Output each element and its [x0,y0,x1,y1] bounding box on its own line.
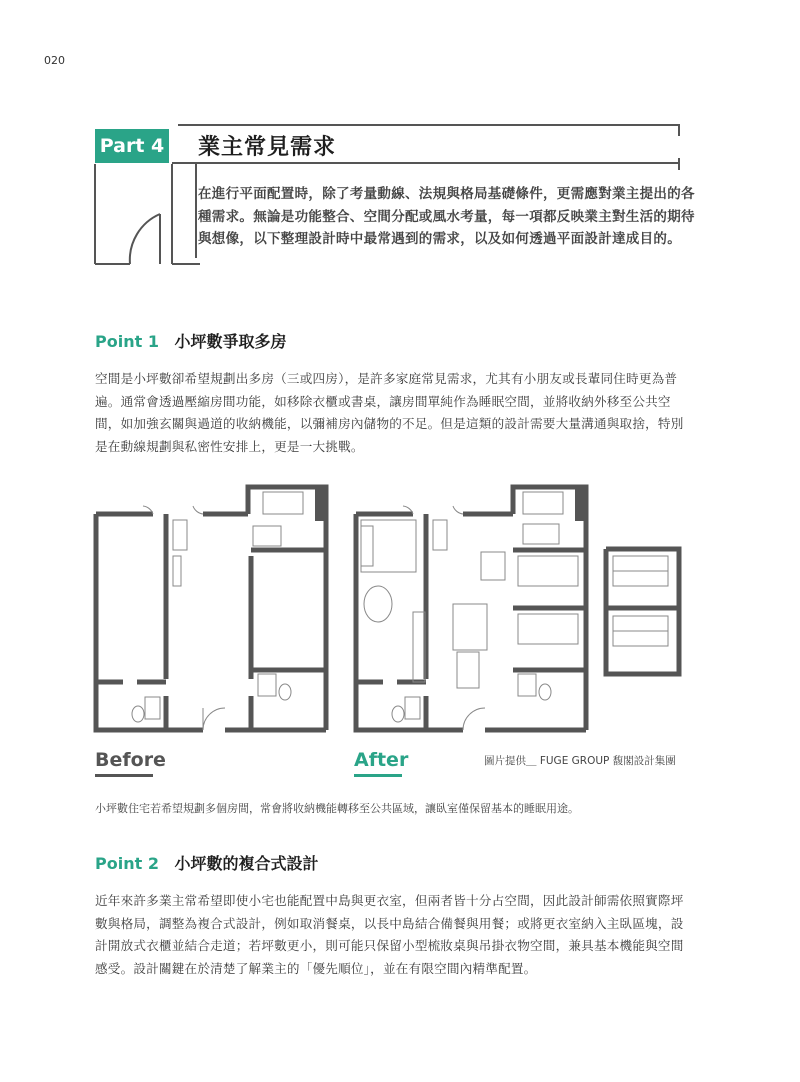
before-label: Before [95,749,166,771]
point1-title: 小坪數爭取多房 [174,332,287,351]
point1-heading [95,329,287,352]
point2-label: Point 2 [95,854,159,873]
figure-caption: 小坪數住宅若希望規劃多個房間，常會將收納機能轉移至公共區域，讓臥室僅保留基本的睡眠用途。 [95,802,579,815]
point1-body: 空間是小坪數卻希望規劃出多房（三或四房），是許多家庭常見需求，尤其有小朋友或長輩同住時更為普遍。通常會透過壓縮房間功能，如移除衣櫃或書桌，讓房間單純作為睡眠空間，並將收納外移至公共空間，如加強玄關與過道的收納機能，以彌補房內儲物的不足。但是這類的設計需要大量溝通與取捨，特別是在動線規劃與私密性安排上，更是一大挑戰。 [95,371,684,454]
point2-heading [95,851,319,874]
after-label: After [354,749,409,771]
after-underline [354,774,402,777]
part-title: 業主常見需求 [198,135,337,160]
part-badge: Part 4 [95,129,169,163]
point2-title: 小坪數的複合式設計 [174,854,319,873]
point2-body: 近年來許多業主常希望即使小宅也能配置中島與更衣室，但兩者皆十分占空間，因此設計師需依照實際坪數與格局，調整為複合式設計，例如取消餐桌，以長中島結合備餐與用餐；或將更衣室納入主臥區塊，設計開放式衣櫃並結合走道；若坪數更小，則可能只保留小型梳妝桌與吊掛衣物空間，兼具基本機能與空間感受。設計關鍵在於清楚了解業主的「優先順位」，並在有限空間內精準配置。 [95,893,684,976]
after-floor-plan [353,484,593,736]
before-underline [95,774,153,777]
image-credit: 圖片提供＿ FUGE GROUP 馥閣設計集團 [484,755,676,767]
intro-paragraph: 在進行平面配置時，除了考量動線、法規與格局基礎條件，更需應對業主提出的各種需求。無論是功能整合、空間分配或風水考量，每一項都反映業主對生活的期待與想像，以下整理設計時中最常遇到的需求，以及如何透過平面設計達成目的。 [198,186,695,247]
detail-floor-plan [603,546,683,678]
before-floor-plan [93,484,333,736]
point1-label: Point 1 [95,332,159,351]
page-number: 020 [44,54,65,67]
